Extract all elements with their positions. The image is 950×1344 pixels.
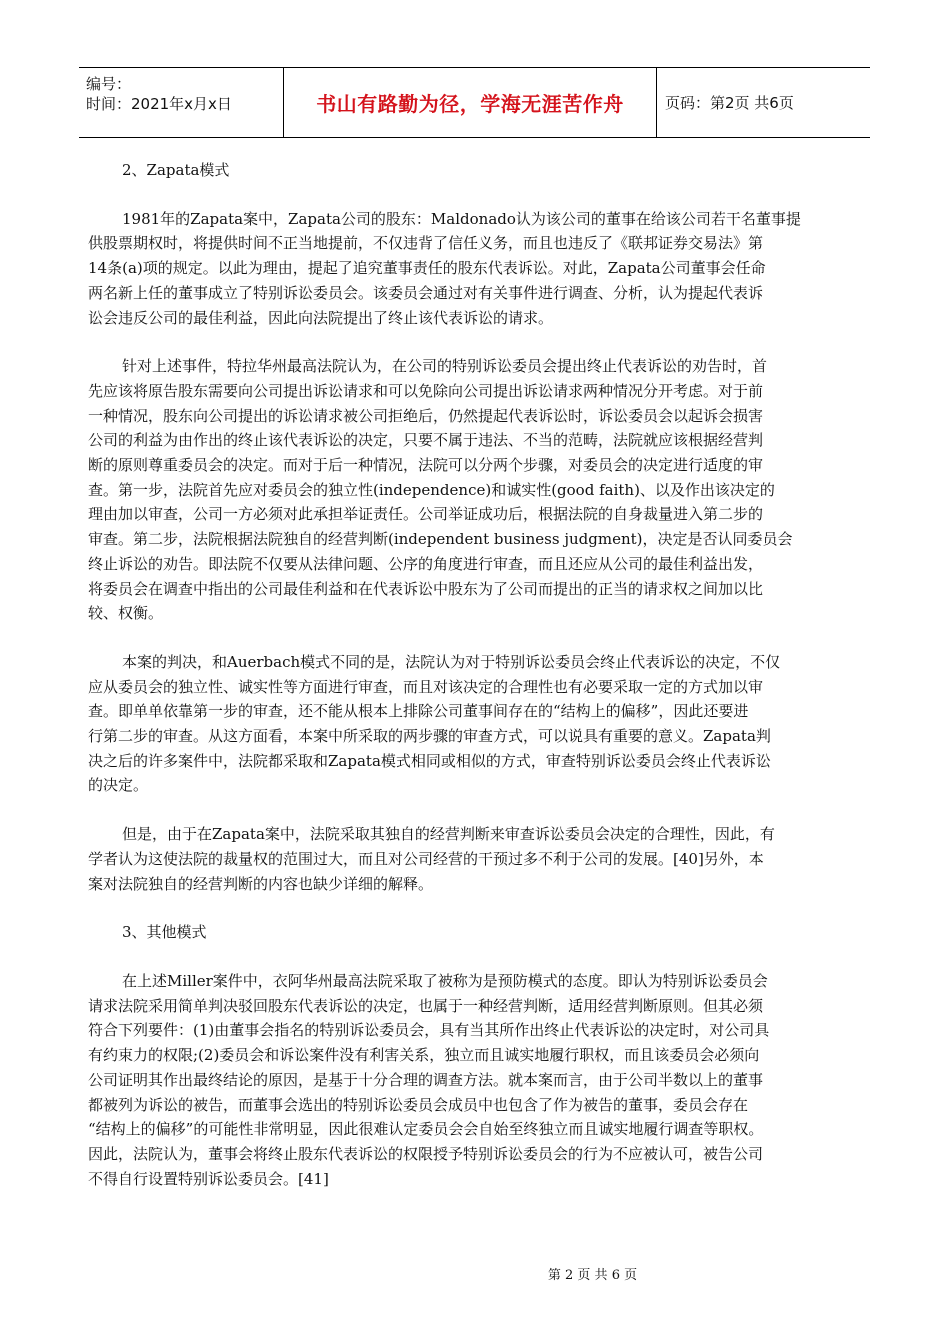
section-heading-other: 3、其他模式 <box>122 923 207 942</box>
header-page-info: 页码：第2页 共6页 <box>665 94 794 112</box>
section-heading-zapata: 2、Zapata模式 <box>122 161 230 179</box>
paragraph-4: 但是，由于在Zapata案中，法院采取其独自的经营判断来审查诉讼委员会决定的合理性，因此，有 学者认为这使法院的裁量权的范围过大，而且对公司经营的干预过多不利于公司的发展。[40]另外，本 案对法院独自的经营判断的内容也缺少详细的解释。 <box>88 825 775 893</box>
page-footer <box>0 1264 950 1283</box>
document-body <box>88 158 858 1191</box>
document-time-label: 时间：2021年x月x日 <box>86 95 232 113</box>
paragraph-1: 1981年的Zapata案中，Zapata公司的股东：Maldonado认为该公司的董事在给该公司若干名董事提 供股票期权时，将提供时间不正当地提前，不仅违背了信任义务，而且也违反了《联邦证券交易法》第 14条(a)项的规定。以此为理由，提起了追究董事责任的股东代表诉讼。对此，Zapata公司董事会任命 两名新上任的董事成立了特别诉讼委员会。该委员会通过对有关事件进行调查、分析，认为提起代表诉 讼会违反公司的最佳利益，因此向法院提出了终止该代表诉讼的请求。 <box>88 209 801 327</box>
header-motto: 书山有路勤为径，学海无涯苦作舟 <box>284 68 657 137</box>
paragraph-2: 针对上述事件，特拉华州最高法院认为，在公司的特别诉讼委员会提出终止代表诉讼的劝告时，首 先应该将原告股东需要向公司提出诉讼请求和可以免除向公司提出诉讼请求两种情况分开考虑。对于前 一种情况，股东向公司提出的诉讼请求被公司拒绝后，仍然提起代表诉讼时，诉讼委员会以起诉会损害 公司的利益为由作出的终止该代表诉讼的决定，只要不属于违法、不当的范畴，法院就应该根据经营判 断的原则尊重委员会的决定。而对于后一种情况，法院可以分两个步骤，对委员会的决定进行适度的审 查。第一步，法院首先应对委员会的独立性(independence)和诚实性(good faith)、以及作出该决定的 理由加以审查，公司一方必须对此承担举证责任。公司举证成功后，根据法院的自身裁量进入第二步的 审查。第二步，法院根据法院独自的经营判断(independent business judgment)，决定是否认同委员会 终止诉讼的劝告。即法院不仅要从法律问题、公序的角度进行审查，而且还应从公司的最佳利益出发， 将委员会在调查中指出的公司最佳利益和在代表诉讼中股东为了公司而提出的正当的请求权之间加以比 较、权衡。 <box>88 357 793 623</box>
document-number-label: 编号： <box>86 75 132 93</box>
footer-page-number: 第 2 页 共 6 页 <box>547 1268 638 1283</box>
paragraph-5: 在上述Miller案件中，衣阿华州最高法院采取了被称为是预防模式的态度。即认为特别诉讼委员会 请求法院采用简单判决驳回股东代表诉讼的决定，也属于一种经营判断，适用经营判断原则。但其必须 符合下列要件：(1)由董事会指名的特别诉讼委员会，具有当其所作出终止代表诉讼的决定时，对公司具 有约束力的权限;(2)委员会和诉讼案件没有利害关系，独立而且诚实地履行职权，而且该委员会必须向 公司证明其作出最终结论的原因，是基于十分合理的调查方法。就本案而言，由于公司半数以上的董事 都被列为诉讼的被告，而董事会选出的特别诉讼委员会成员中也包含了作为被告的董事，委员会存在 “结构上的偏移”的可能性非常明显，因此很难认定委员会会自始至终独立而且诚实地履行调查等职权。 因此，法院认为，董事会将终止股东代表诉讼的权限授予特别诉讼委员会的行为不应被认可，被告公司 不得自行设置特别诉讼委员会。[41] <box>88 971 770 1188</box>
page-header <box>79 67 870 138</box>
header-meta <box>79 68 284 137</box>
paragraph-3: 本案的判决，和Auerbach模式不同的是，法院认为对于特别诉讼委员会终止代表诉讼的决定，不仅 应从委员会的独立性、诚实性等方面进行审查，而且对该决定的合理性也有必要采取一定的方式加以审 查。即单单依靠第一步的审查，还不能从根本上排除公司董事间存在的“结构上的偏移”，因此还要进 行第二步的审查。从这方面看，本案中所采取的两步骤的审查方式，可以说具有重要的意义。Zapata判 决之后的许多案件中，法院都采取和Zapata模式相同或相似的方式，审查特别诉讼委员会终止代表诉讼 的决定。 <box>88 652 781 795</box>
